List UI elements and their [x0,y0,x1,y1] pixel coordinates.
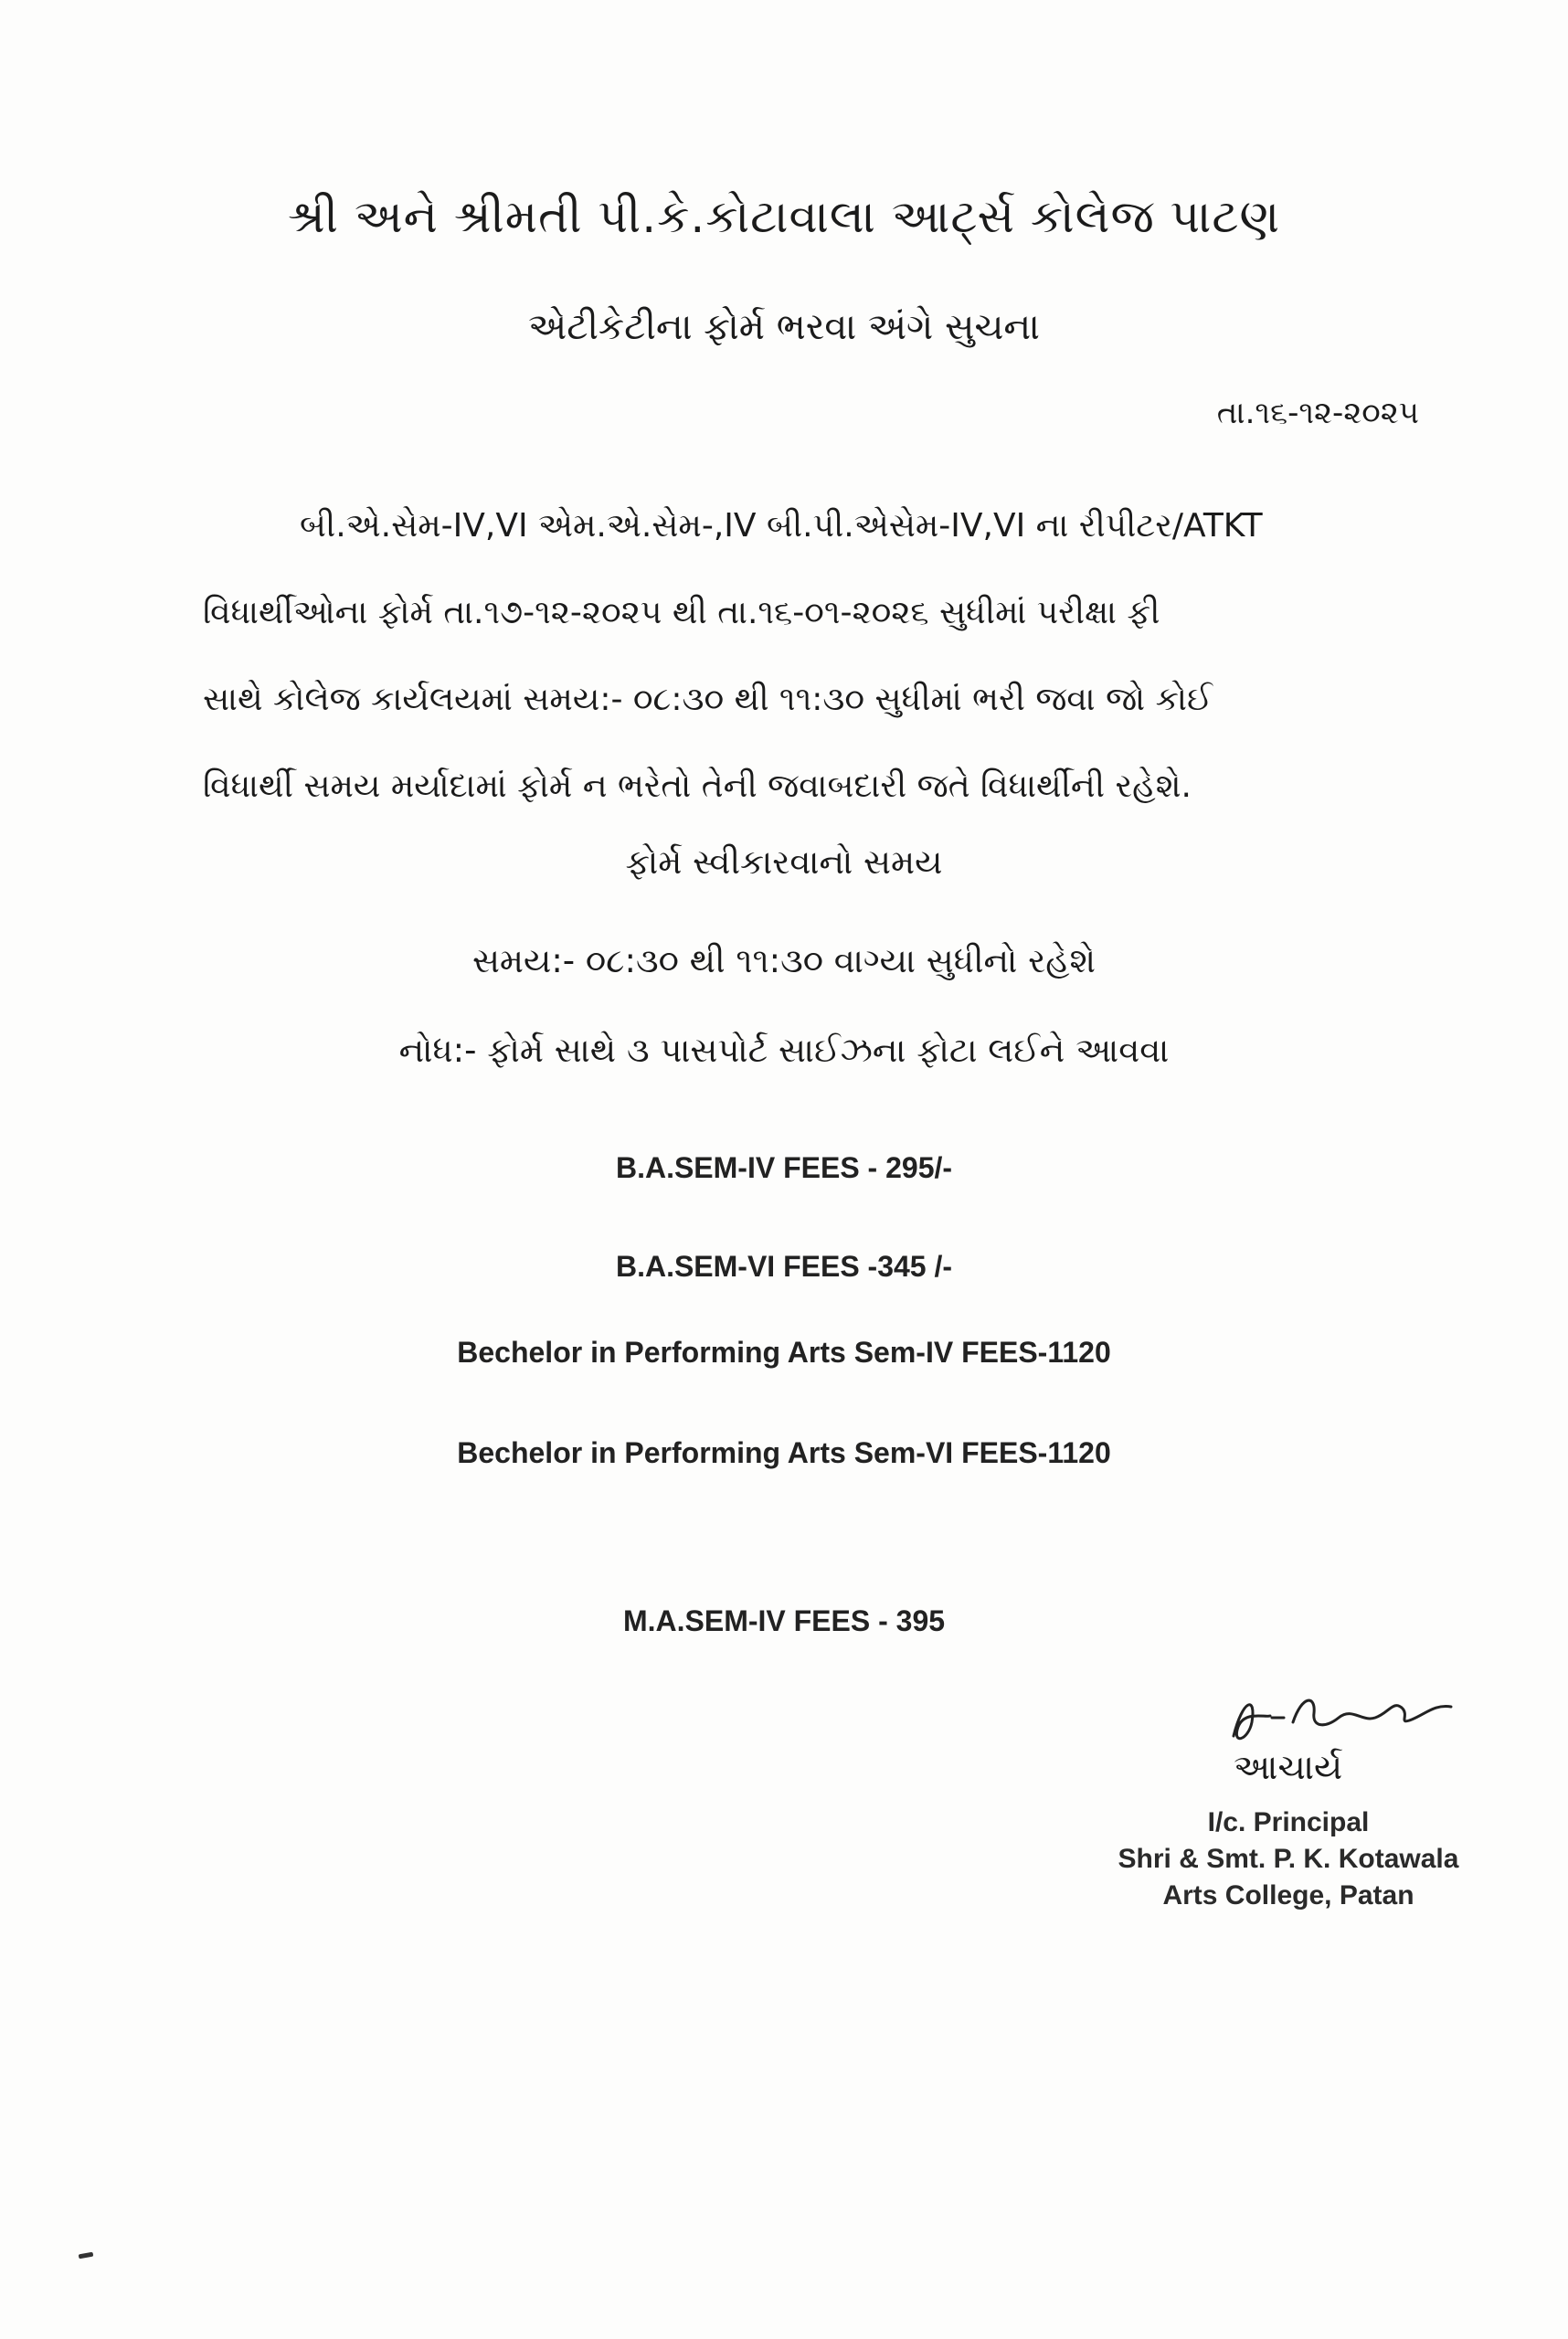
notice-paragraph [203,482,1436,830]
form-time: સમય:- ૦૮:૩૦ થી ૧૧:૩૦ વાગ્યા સુધીનો રહેશે [471,941,1097,980]
notice-date: તા.૧૬-૧૨-૨૦૨૫ [1216,395,1419,431]
signatory-title: આચાર્ય [1234,1747,1343,1787]
paper-speck [79,2252,94,2260]
photo-note: નોધ:- ફોર્મ સાથે ૩ પાસપોર્ટ સાઈઝના ફોટા લઈને આવવા [398,1031,1170,1070]
form-time-heading: ફોર્મ સ્વીકારવાનો સમય [625,842,943,882]
stamp-line: I/c. Principal [1207,1807,1370,1837]
paragraph-line: સાથે કોલેજ કાર્યલયમાં સમય:- ૦૮:૩૦ થી ૧૧:૩૦ સુધીમાં ભરી જવા જો કોઈ [203,681,1213,718]
notice-subject: એટીકેટીના ફોર્મ ભરવા અંગે સુચના [528,306,1040,348]
fee-line-bpa-sem-vi: Bechelor in Performing Arts Sem-VI FEES-1120 [457,1436,1111,1469]
fee-line-ba-sem-iv: B.A.SEM-IV FEES - 295/- [615,1151,953,1184]
college-title: શ્રી અને શ્રીમતી પી.કે.કોટાવાલા આર્ટ્સ કોલેજ પાટણ [287,190,1281,243]
fee-line-ma-sem-iv: M.A.SEM-IV FEES - 395 [622,1604,946,1637]
principal-signature [1215,1681,1471,1754]
stamp-line: Shri & Smt. P. K. Kotawala [1118,1844,1459,1874]
paragraph-line: વિધાર્થીઓના ફોર્મ તા.૧૭-૧૨-૨૦૨૫ થી તા.૧૬-૦૧-૨૦૨૬ સુધીમાં પરીક્ષા ફી [203,594,1160,631]
paragraph-line: વિધાર્થી સમય મર્યાદામાં ફોર્મ ન ભરેતો તેની જવાબદારી જતે વિધાર્થીની રહેશે. [203,767,1192,805]
stamp-line: Arts College, Patan [1162,1880,1414,1910]
principal-stamp [1087,1805,1489,1914]
fee-line-bpa-sem-iv: Bechelor in Performing Arts Sem-IV FEES-1120 [457,1336,1111,1369]
paragraph-line: બી.એ.સેમ-IV,VI એમ.એ.સેમ-,IV બી.પી.એસેમ-IV,VI ના રીપીટર/ATKT [300,507,1263,545]
fee-line-ba-sem-vi: B.A.SEM-VI FEES -345 /- [615,1250,953,1283]
